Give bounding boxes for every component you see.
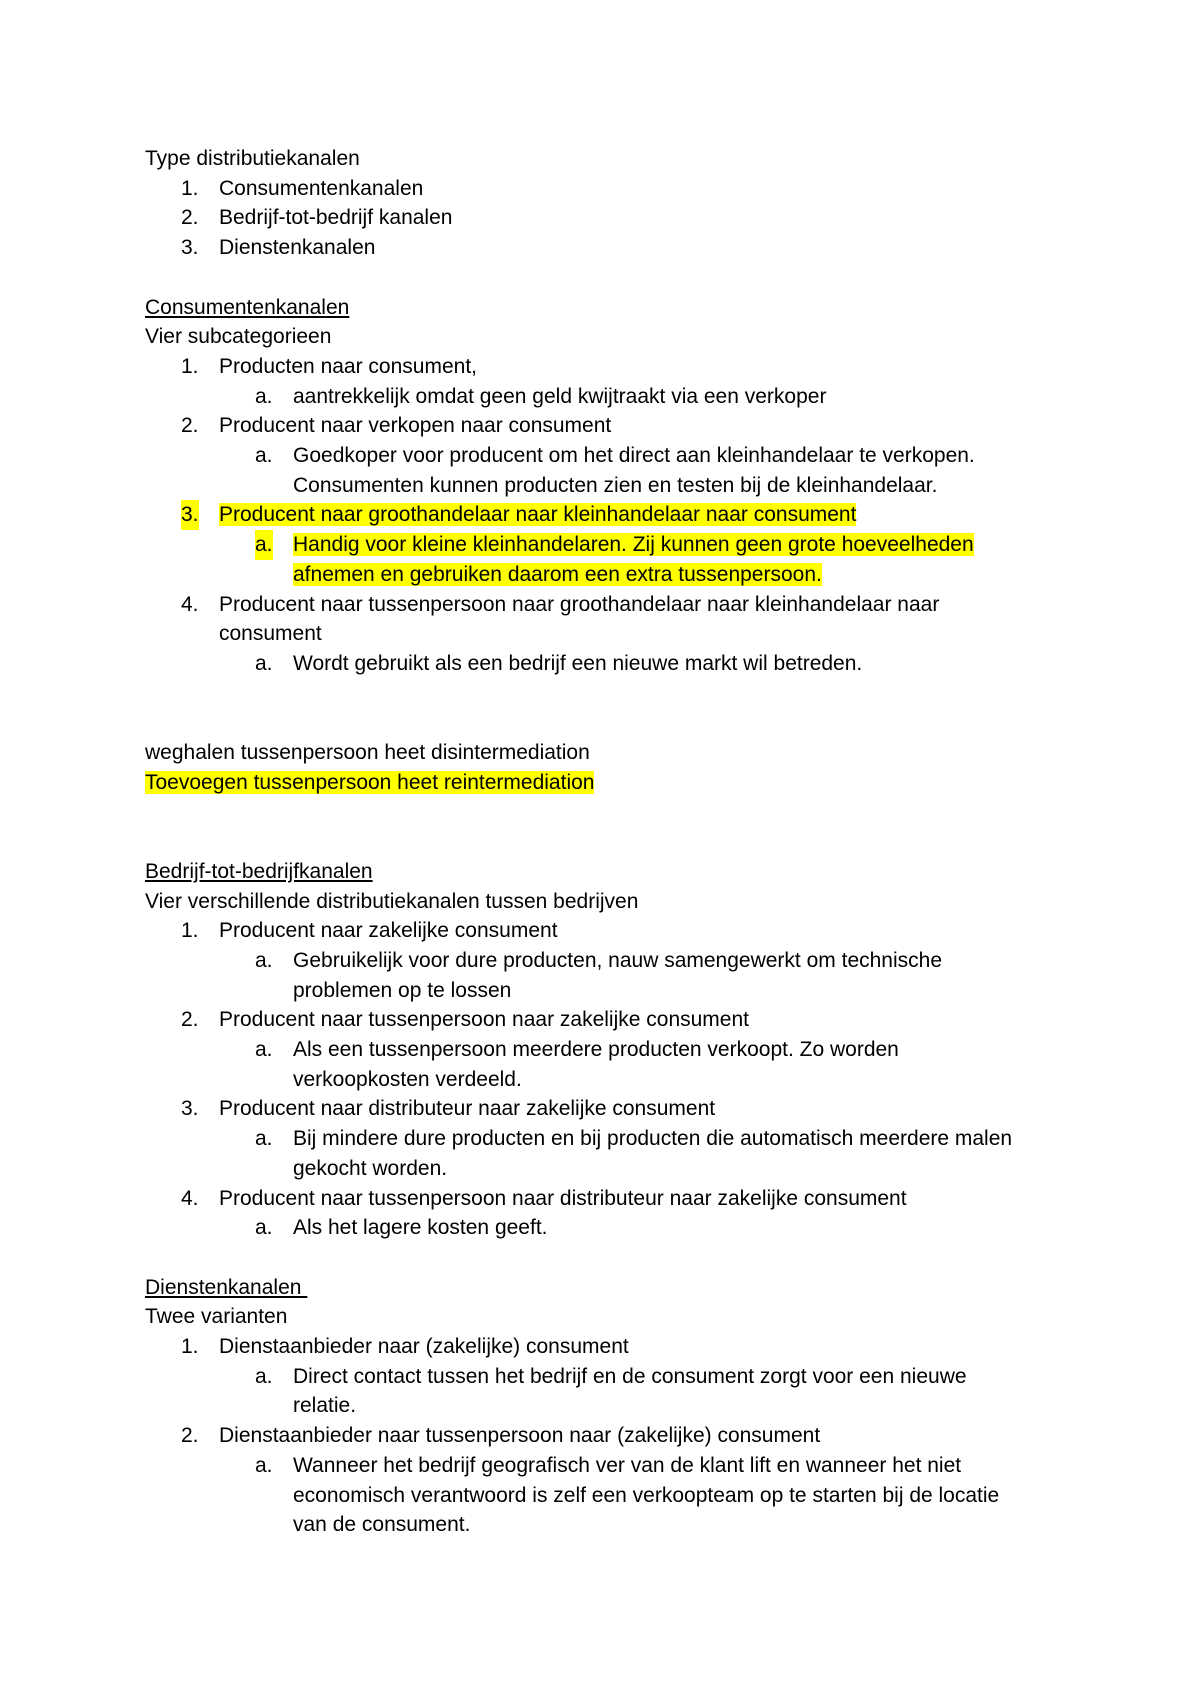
list-item-text: Producent naar distributeur naar zakelijke consument (219, 1097, 716, 1121)
sub-list-item-continued (145, 1510, 1075, 1540)
section-heading-b2b: Bedrijf-tot-bedrijfkanalen (145, 859, 373, 883)
list-item-text: Producten naar consument, (219, 354, 477, 378)
list-item-text: Producent naar groothandelaar naar kleinhandelaar naar consument (219, 503, 857, 527)
sub-item-text: van de consument. (293, 1513, 471, 1537)
list-number: 2. (181, 206, 199, 230)
list-item (145, 1421, 1075, 1451)
types-list (145, 174, 1075, 263)
sub-item-text: Direct contact tussen het bedrijf en de consument zorgt voor een nieuwe (293, 1364, 967, 1388)
list-number: 3. (181, 1097, 199, 1121)
sub-list-item-continued (145, 471, 1075, 501)
list-item (145, 411, 1075, 441)
list-item-text: Producent naar tussenpersoon naar distributeur naar zakelijke consument (219, 1186, 907, 1210)
sub-item-text: Consumenten kunnen producten zien en testen bij de kleinhandelaar. (293, 473, 938, 497)
sub-item-text: aantrekkelijk omdat geen geld kwijtraakt via een verkoper (293, 384, 827, 408)
sub-list-item (145, 946, 1075, 976)
list-letter: a. (255, 1127, 273, 1151)
list-letter: a. (255, 651, 273, 675)
sub-item-text: Handig voor kleine kleinhandelaren. Zij kunnen geen grote hoeveelheden (293, 533, 974, 557)
section-intro: Vier verschillende distributiekanalen tussen bedrijven (145, 889, 639, 913)
sub-item-text: Als een tussenpersoon meerdere producten verkoopt. Zo worden (293, 1038, 899, 1062)
sub-item-text: Wanneer het bedrijf geografisch ver van de klant lift en wanneer het niet (293, 1453, 962, 1477)
list-item (145, 203, 1075, 233)
sub-list-item-continued (145, 976, 1075, 1006)
sub-list-item (145, 1362, 1075, 1392)
list-item (145, 1332, 1075, 1362)
section-heading-consumer: Consumentenkanalen (145, 295, 350, 319)
sub-list-item-continued (145, 1391, 1075, 1421)
section-heading-services: Dienstenkanalen (145, 1275, 308, 1299)
sub-item-text: problemen op te lossen (293, 978, 512, 1002)
list-item-text: Dienstaanbieder naar (zakelijke) consument (219, 1335, 629, 1359)
list-item (145, 1005, 1075, 1035)
sub-list-item-continued (145, 1065, 1075, 1095)
list-number: 2. (181, 1424, 199, 1448)
list-number: 1. (181, 1335, 199, 1359)
list-item-text: Dienstenkanalen (219, 236, 376, 260)
sub-item-text: Bij mindere dure producten en bij producten die automatisch meerdere malen (293, 1127, 1013, 1151)
sub-list-item (145, 1451, 1075, 1481)
note-reintermediation (145, 768, 1075, 798)
list-item-text: Dienstaanbieder naar tussenpersoon naar (zakelijke) consument (219, 1424, 821, 1448)
list-item-text: Producent naar tussenpersoon naar zakelijke consument (219, 1008, 749, 1032)
sub-item-text: relatie. (293, 1394, 357, 1418)
list-item-text: consument (219, 622, 322, 646)
sub-item-text: verkoopkosten verdeeld. (293, 1067, 522, 1091)
list-item (145, 233, 1075, 263)
list-item-text: Producent naar verkopen naar consument (219, 414, 612, 438)
sub-item-text: Goedkoper voor producent om het direct aan kleinhandelaar te verkopen. (293, 444, 975, 468)
section-intro: Twee varianten (145, 1305, 288, 1329)
list-item-continued (145, 619, 1075, 649)
list-letter: a. (255, 1216, 273, 1240)
sub-item-text: Gebruikelijk voor dure producten, nauw samengewerkt om technische (293, 948, 943, 972)
list-letter: a. (255, 948, 273, 972)
list-item-text: Bedrijf-tot-bedrijf kanalen (219, 206, 453, 230)
sub-list-item (145, 649, 1075, 679)
sub-item-text: afnemen en gebruiken daarom een extra tussenpersoon. (293, 562, 822, 586)
document-title: Type distributiekanalen (145, 147, 360, 170)
sub-list-item (145, 382, 1075, 412)
list-item-text: Producent naar zakelijke consument (219, 919, 558, 943)
list-letter: a. (255, 530, 273, 560)
list-number: 2. (181, 414, 199, 438)
list-number: 2. (181, 1008, 199, 1032)
list-number: 1. (181, 919, 199, 943)
list-number: 4. (181, 592, 199, 616)
section-intro: Vier subcategorieen (145, 325, 332, 349)
list-number: 4. (181, 1186, 199, 1210)
note-disintermediation: weghalen tussenpersoon heet disintermediation (145, 741, 590, 765)
sub-list-item (145, 1124, 1075, 1154)
list-letter: a. (255, 384, 273, 408)
list-number: 3. (181, 236, 199, 260)
sub-item-text: economisch verantwoord is zelf een verkoopteam op te starten bij de locatie (293, 1483, 1000, 1507)
list-letter: a. (255, 444, 273, 468)
list-item-highlighted (145, 500, 1075, 530)
list-item (145, 1094, 1075, 1124)
list-item (145, 174, 1075, 204)
sub-list-item (145, 1035, 1075, 1065)
list-letter: a. (255, 1364, 273, 1388)
list-number: 1. (181, 354, 199, 378)
sub-list-item-highlighted (145, 530, 1075, 560)
sub-item-text: gekocht worden. (293, 1156, 448, 1180)
note-text: Toevoegen tussenpersoon heet reintermediation (145, 770, 595, 794)
sub-list-item-continued (145, 1154, 1075, 1184)
list-item (145, 1184, 1075, 1214)
list-item (145, 352, 1075, 382)
list-letter: a. (255, 1038, 273, 1062)
sub-list-item-continued (145, 1481, 1075, 1511)
sub-list-item-continued (145, 560, 1075, 590)
sub-item-text: Wordt gebruikt als een bedrijf een nieuwe markt wil betreden. (293, 651, 863, 675)
list-number: 3. (181, 500, 199, 530)
sub-list-item (145, 1213, 1075, 1243)
list-item-text: Consumentenkanalen (219, 176, 424, 200)
list-number: 1. (181, 176, 199, 200)
document-body (145, 144, 1075, 1540)
sub-item-text: Als het lagere kosten geeft. (293, 1216, 548, 1240)
list-letter: a. (255, 1453, 273, 1477)
list-item-text: Producent naar tussenpersoon naar groothandelaar naar kleinhandelaar naar (219, 592, 940, 616)
sub-list-item (145, 441, 1075, 471)
list-item (145, 916, 1075, 946)
list-item (145, 590, 1075, 620)
